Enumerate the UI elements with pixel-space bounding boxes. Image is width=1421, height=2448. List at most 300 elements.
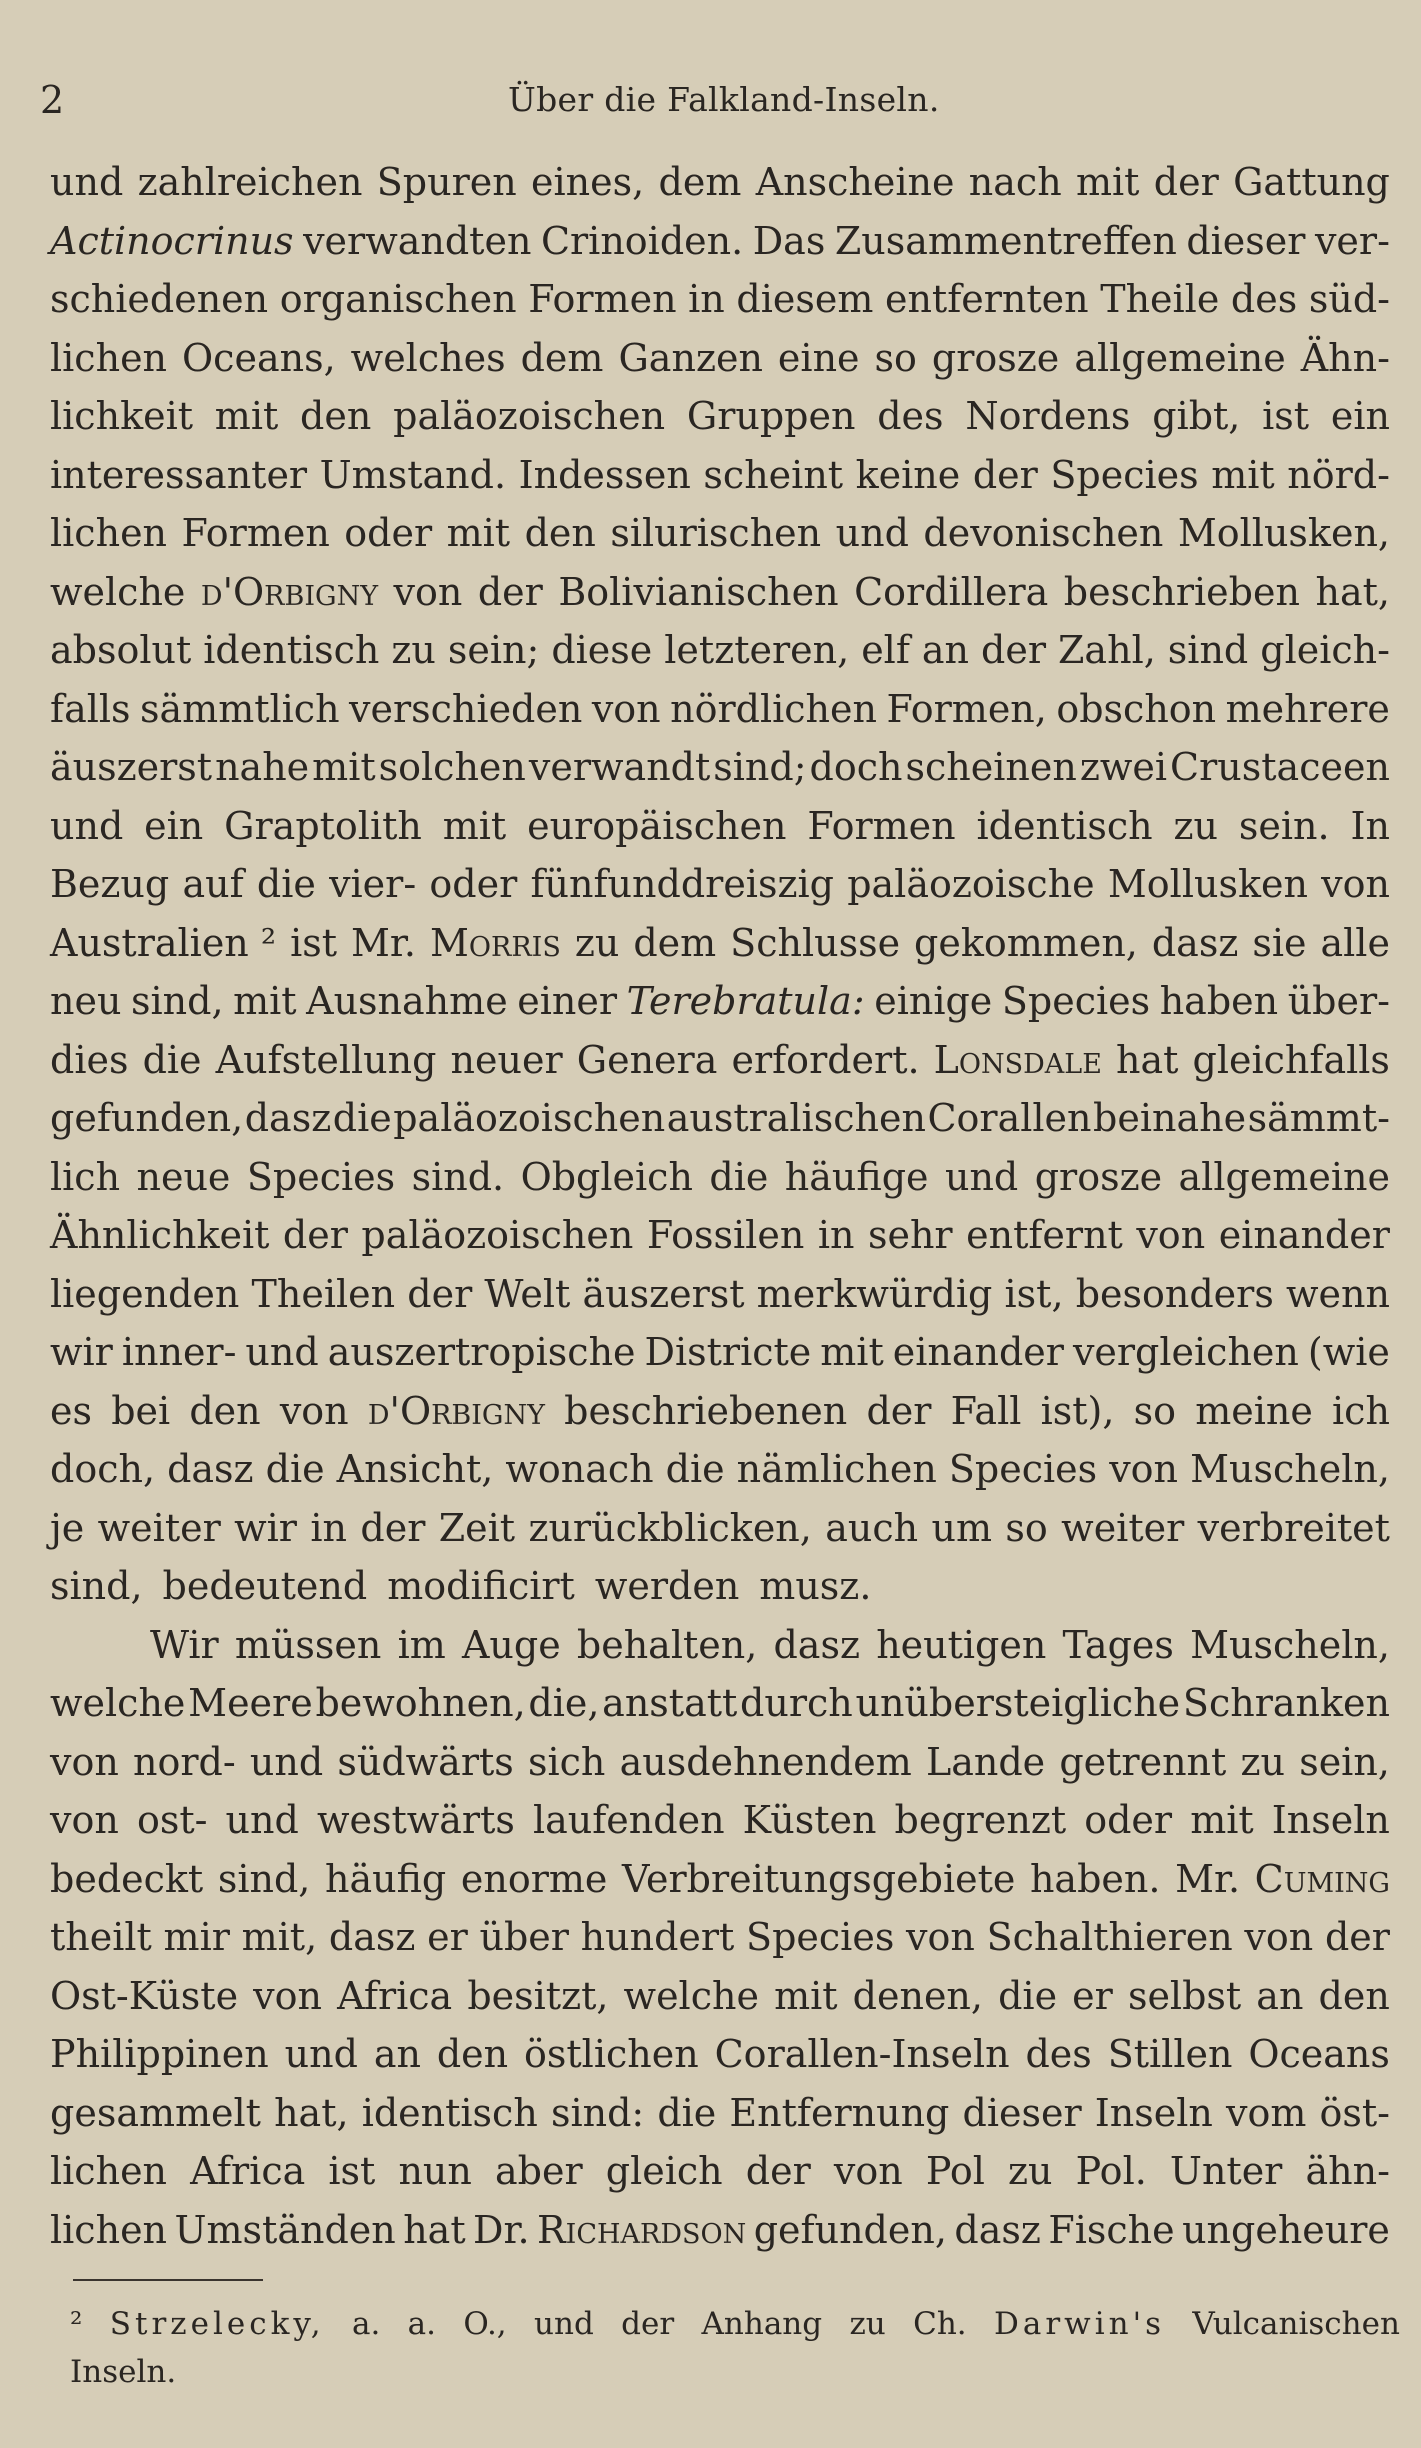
- word: scheint: [703, 452, 844, 497]
- author-name: d'Orbigny: [200, 569, 379, 614]
- word: Crustaceen: [1170, 745, 1390, 789]
- footnote-author: Darwin's: [994, 2306, 1166, 2342]
- word: neue: [136, 1154, 231, 1199]
- word: diese: [551, 628, 653, 672]
- text-line: [50, 511, 1390, 570]
- word: dem: [658, 160, 742, 204]
- word: Ähnlichkeit: [50, 1213, 270, 1257]
- word: Mollusken,: [1177, 511, 1390, 555]
- word: den: [1318, 1973, 1390, 2018]
- word: in: [817, 1213, 855, 1257]
- word: hat: [1116, 1037, 1179, 1082]
- word: Aufstellung: [215, 1037, 437, 1082]
- word: von: [1109, 1447, 1179, 1491]
- author-name: Richardson: [537, 2207, 747, 2252]
- word: welche: [50, 569, 186, 614]
- word: mit: [1075, 160, 1140, 204]
- word: dasz: [167, 1447, 254, 1491]
- word: oder: [1084, 1798, 1173, 1842]
- word: Zusammentreffen: [834, 218, 1177, 263]
- text-line: [50, 628, 1390, 687]
- word: allgemeine: [1074, 335, 1286, 380]
- word: Unter: [1169, 2149, 1283, 2193]
- word: sind: [1167, 628, 1249, 672]
- word: westwärts: [316, 1798, 515, 1842]
- footnote-line: [70, 2348, 1400, 2396]
- footnote-marker: ²: [70, 2306, 83, 2342]
- word: paläozoischen: [361, 1213, 634, 1257]
- word: sind:: [550, 2090, 645, 2135]
- word: identisch: [203, 628, 380, 672]
- word: durch: [740, 1681, 853, 1725]
- word: so: [1005, 1505, 1048, 1550]
- word: Species: [246, 1154, 396, 1199]
- word: der: [282, 1213, 348, 1257]
- word: ost-: [136, 1798, 208, 1842]
- word: Entfernung: [729, 2090, 950, 2135]
- word: Graptolith: [224, 803, 422, 848]
- word: zu: [1240, 1739, 1285, 1784]
- word: gefunden,: [50, 1096, 244, 1140]
- word: lich: [50, 1154, 121, 1199]
- word: dieser: [1186, 218, 1306, 263]
- word: beinahe: [1093, 1096, 1247, 1140]
- word: ist: [328, 2149, 376, 2193]
- word: der: [1153, 160, 1219, 204]
- word: den: [524, 511, 596, 555]
- word: einer: [517, 979, 618, 1023]
- word: merkwürdig: [756, 1271, 993, 1316]
- word: mit: [233, 979, 297, 1023]
- word: Crinoiden.: [540, 218, 744, 263]
- word: Mr.: [351, 920, 416, 965]
- word: Fische: [1048, 2207, 1175, 2252]
- word: paläozoische: [847, 862, 1095, 906]
- word: allgemeine: [1178, 1154, 1390, 1199]
- word: sind,: [217, 1856, 311, 1901]
- word: sind.: [411, 1154, 505, 1199]
- word: lichen: [50, 335, 168, 380]
- word: einander: [892, 1330, 1064, 1374]
- word: mit: [820, 1330, 884, 1374]
- word: verschieden: [349, 686, 583, 731]
- word: auszertropische: [327, 1330, 636, 1374]
- word: bewohnen,: [315, 1681, 526, 1725]
- word: Africa: [190, 2149, 306, 2193]
- word: süd-: [1308, 277, 1390, 321]
- word: Indessen: [518, 452, 691, 497]
- word: der: [745, 2149, 811, 2193]
- word: Schranken: [1182, 1681, 1390, 1725]
- word: Küsten: [742, 1798, 877, 1842]
- word: Theilen: [251, 1271, 396, 1316]
- word: lichen: [50, 2149, 168, 2193]
- word: neu: [50, 979, 122, 1023]
- word: werden: [594, 1564, 740, 1608]
- word: Gattung: [1233, 160, 1390, 204]
- word: dasz: [1151, 920, 1239, 965]
- word: keine: [855, 452, 961, 497]
- word: gekommen,: [914, 920, 1138, 965]
- word: diesem: [736, 277, 874, 321]
- word: letzteren,: [664, 628, 850, 672]
- word: aber: [495, 2149, 583, 2193]
- word: der: [360, 1505, 426, 1550]
- word: nach: [968, 160, 1062, 204]
- word: und: [835, 511, 909, 555]
- word: meine: [1195, 1388, 1313, 1433]
- word: von: [833, 2149, 903, 2193]
- word: nördlichen: [670, 686, 877, 731]
- text-line: [50, 453, 1390, 512]
- word: des: [1025, 2032, 1092, 2076]
- word: von: [393, 569, 463, 614]
- word: von: [50, 1739, 119, 1784]
- word: und: [50, 803, 124, 848]
- word: grosze: [1034, 1154, 1163, 1199]
- word: mit: [1190, 1798, 1254, 1842]
- word: zahlreichen: [137, 160, 363, 204]
- word: dasz: [328, 1915, 416, 1959]
- word: mit: [774, 1973, 838, 2018]
- word: getrennt: [1059, 1739, 1227, 1784]
- word: Gruppen: [686, 394, 856, 438]
- text-line: [50, 2149, 1390, 2208]
- word: nämlichen: [736, 1447, 937, 1491]
- text-line: [50, 1447, 1390, 1506]
- word: von: [1136, 1213, 1206, 1257]
- word: Schalthieren: [986, 1915, 1233, 1959]
- word: mit: [214, 394, 279, 438]
- word: ein: [1330, 394, 1390, 438]
- word: enorme: [460, 1856, 608, 1901]
- word: denen,: [852, 1973, 983, 2018]
- word: mit,: [241, 1915, 318, 1959]
- word: ist,: [1004, 1271, 1064, 1316]
- word: Oceans: [1248, 2032, 1390, 2076]
- word: scheinen: [905, 745, 1077, 789]
- word: Nordens: [965, 394, 1131, 438]
- word: Formen: [528, 277, 677, 321]
- word: O.,: [463, 2306, 507, 2342]
- word: zurückblicken,: [528, 1505, 812, 1550]
- word: fünfunddreiszig: [530, 862, 834, 906]
- author-name: Lonsdale: [933, 1037, 1102, 1082]
- word: unübersteigliche: [855, 1681, 1181, 1725]
- word: Corallen-Inseln: [714, 2032, 1010, 2076]
- word: so: [874, 335, 917, 380]
- word: Africa: [337, 1973, 453, 2018]
- word: inner-: [121, 1330, 237, 1374]
- word: zu: [1173, 803, 1219, 848]
- word: sein;: [447, 628, 540, 672]
- text-line: [50, 745, 1390, 804]
- word: Districte: [644, 1330, 812, 1374]
- word: der: [477, 569, 543, 614]
- body-text: [50, 160, 1390, 2266]
- word: Anscheine: [755, 160, 955, 204]
- word: Auge: [461, 1622, 561, 1667]
- word: gefunden,: [753, 2207, 947, 2252]
- word: Muscheln,: [1190, 1622, 1390, 1667]
- text-line: [50, 1096, 1390, 1155]
- text-line: [50, 336, 1390, 395]
- word: Fall: [950, 1388, 1022, 1433]
- word: der: [981, 628, 1047, 672]
- word: häufige: [784, 1154, 929, 1199]
- text-line: [50, 2208, 1390, 2267]
- word: interessanter: [50, 452, 308, 497]
- word: welche: [623, 1973, 759, 2018]
- word: nörd-: [1287, 452, 1390, 497]
- word: Species: [1050, 452, 1199, 497]
- genus-name: Terebratula:: [626, 979, 865, 1023]
- word: zu: [849, 2306, 886, 2342]
- word: so: [1133, 1388, 1176, 1433]
- word: Muscheln,: [1190, 1447, 1390, 1491]
- word: oder: [344, 511, 433, 555]
- word: er: [1072, 1973, 1113, 2018]
- word: dasz: [244, 1096, 332, 1140]
- word: Bolivianischen: [558, 569, 839, 614]
- word: die: [142, 1037, 202, 1082]
- word: es: [50, 1388, 92, 1433]
- word: dieser: [962, 2090, 1082, 2135]
- word: sämmtlich: [140, 686, 340, 731]
- word: des: [877, 394, 944, 438]
- word: einige: [874, 979, 993, 1023]
- word: gleichfalls: [1192, 1037, 1390, 1082]
- word: Mollusken: [1107, 862, 1308, 906]
- word: anstatt: [602, 1681, 738, 1725]
- word: wonach: [505, 1447, 654, 1491]
- word: dies: [50, 1037, 129, 1082]
- text-line: [50, 570, 1390, 629]
- word: besitzt,: [467, 1973, 609, 2018]
- word: haben: [1159, 979, 1279, 1023]
- word: identisch: [976, 803, 1153, 848]
- word: welches: [350, 335, 506, 380]
- word: erfordert.: [731, 1037, 920, 1082]
- word: zu: [1008, 2149, 1053, 2193]
- word: in: [688, 277, 725, 321]
- word-with-footnote-ref: Australien ²: [50, 920, 277, 965]
- word: dem: [633, 920, 717, 965]
- word: oder: [429, 862, 518, 906]
- word: Stillen: [1107, 2032, 1233, 2076]
- word: Ähn-: [1300, 335, 1390, 380]
- word: hat,: [274, 2090, 349, 2135]
- word: behalten,: [576, 1622, 758, 1667]
- word: und: [534, 2306, 594, 2342]
- word: Meere: [188, 1681, 313, 1725]
- word: an: [1256, 1973, 1304, 2018]
- word: Bezug: [50, 862, 170, 906]
- word: Species: [948, 1447, 1098, 1491]
- text-line: [50, 160, 1390, 219]
- author-name: d'Orbigny: [367, 1388, 545, 1433]
- word: sein.: [1238, 803, 1330, 848]
- word: mit: [446, 511, 511, 555]
- text-line: [50, 1681, 1390, 1740]
- word: heutigen: [876, 1622, 1047, 1667]
- word: doch: [809, 745, 903, 789]
- word: sind,: [50, 1564, 143, 1608]
- word: Umstand.: [319, 452, 507, 497]
- text-line: [50, 277, 1390, 336]
- text-line: [50, 2032, 1390, 2091]
- word: beschrieben: [1063, 569, 1300, 614]
- word: Ganzen: [618, 335, 763, 380]
- text-line: [50, 1330, 1390, 1389]
- word: elf: [861, 628, 910, 672]
- word: die: [256, 862, 316, 906]
- text-line: [50, 979, 1390, 1038]
- word: Inseln: [1094, 2090, 1213, 2135]
- word: Formen: [181, 511, 330, 555]
- word: östlichen: [524, 2032, 699, 2076]
- word: mir: [163, 1915, 230, 1959]
- word: Genera: [576, 1037, 718, 1082]
- word: die,: [528, 1681, 600, 1725]
- author-name: Morris: [429, 920, 561, 965]
- word: Lande: [925, 1739, 1046, 1784]
- text-line: [50, 1213, 1390, 1272]
- word: Welt: [484, 1271, 571, 1316]
- text-line: [50, 219, 1390, 278]
- word: lichen: [50, 511, 168, 555]
- text-line: [50, 394, 1390, 453]
- text-line: [50, 1272, 1390, 1331]
- word: verwandt: [528, 745, 711, 789]
- word: von: [279, 1388, 349, 1433]
- running-title: Über die Falkland-Inseln.: [508, 80, 940, 119]
- footnote-author: Strzelecky,: [109, 2306, 325, 2342]
- word: Ansicht,: [336, 1447, 494, 1491]
- word: Obgleich: [520, 1154, 693, 1199]
- word: ausdehnendem: [619, 1739, 912, 1784]
- word: öst-: [1319, 2090, 1390, 2135]
- word: Zahl,: [1058, 628, 1156, 672]
- word: zwei: [1079, 745, 1168, 789]
- word: solchen: [378, 745, 526, 789]
- word: Ausnahme: [306, 979, 508, 1023]
- word: paläozoischen: [393, 1096, 666, 1140]
- word: Inseln: [1271, 1798, 1390, 1842]
- word: europäischen: [527, 803, 787, 848]
- word: Corallen: [927, 1096, 1092, 1140]
- word: Species: [1001, 979, 1151, 1023]
- word: Vulcanischen: [1192, 2306, 1400, 2342]
- word: mehrere: [1225, 686, 1390, 731]
- word: organischen: [279, 277, 517, 321]
- word: je: [50, 1505, 85, 1550]
- word: wir: [50, 1330, 113, 1374]
- word: wir: [234, 1505, 297, 1550]
- word: die: [265, 1447, 325, 1491]
- word: und: [245, 1330, 319, 1374]
- word: ist: [290, 920, 338, 965]
- word: äuszerst: [582, 1271, 745, 1316]
- word: an: [921, 628, 970, 672]
- word: weiter: [97, 1505, 221, 1550]
- word: mit: [312, 745, 376, 789]
- word: bei: [111, 1388, 171, 1433]
- word: der: [972, 452, 1038, 497]
- word: von: [253, 1973, 322, 2018]
- word: Mr.: [1175, 1856, 1241, 1901]
- word: Formen,: [886, 686, 1047, 731]
- word: absolut: [50, 628, 192, 672]
- text-line: [50, 1155, 1390, 1214]
- word: ist: [1262, 394, 1310, 438]
- word: in: [310, 1505, 347, 1550]
- text-line: [50, 1857, 1390, 1916]
- word: und: [50, 160, 124, 204]
- word: devonischen: [923, 511, 1164, 555]
- word: verwandten: [303, 218, 532, 263]
- word: von: [906, 1915, 975, 1959]
- text-line: [50, 1389, 1390, 1448]
- word: die: [709, 1154, 769, 1199]
- word: sie: [1252, 920, 1307, 965]
- word: entfernt: [966, 1213, 1123, 1257]
- word: eines,: [531, 160, 645, 204]
- word: über: [479, 1915, 569, 1959]
- word: musz.: [759, 1564, 872, 1608]
- word: im: [397, 1622, 446, 1667]
- word: Cordillera: [854, 569, 1049, 614]
- word: haben.: [1029, 1856, 1161, 1901]
- word: nord-: [133, 1739, 236, 1784]
- word: Theile: [1100, 277, 1220, 321]
- word: selbst: [1127, 1973, 1242, 2018]
- text-line: [50, 1740, 1390, 1799]
- word: von: [1321, 862, 1390, 906]
- word: müssen: [234, 1622, 382, 1667]
- word: Verbreitungsgebiete: [622, 1856, 1016, 1901]
- word: über-: [1287, 979, 1390, 1023]
- word: die: [665, 1447, 725, 1491]
- text-line: [50, 2091, 1390, 2150]
- word: dasz: [954, 2207, 1041, 2252]
- text-line: [50, 921, 1390, 980]
- word: den: [189, 1388, 261, 1433]
- word: den: [436, 2032, 509, 2076]
- word: Inseln.: [70, 2354, 177, 2390]
- word: von: [50, 1798, 119, 1842]
- word: identisch: [361, 2090, 538, 2135]
- word: von: [1244, 1915, 1314, 1959]
- word: Fossilen: [646, 1213, 805, 1257]
- word: verbreitet: [1197, 1505, 1390, 1550]
- word: bedeutend: [162, 1564, 368, 1608]
- word: Zeit: [438, 1505, 516, 1550]
- word: der: [621, 2306, 675, 2342]
- text-line: [50, 1506, 1390, 1565]
- word: sich: [527, 1739, 606, 1784]
- word: falls: [50, 686, 131, 731]
- word: Ch.: [913, 2306, 967, 2342]
- word: beschriebenen: [564, 1388, 848, 1433]
- word: den: [300, 394, 372, 438]
- word: sein,: [1299, 1739, 1390, 1784]
- word: sind,: [131, 979, 224, 1023]
- word: begrenzt: [894, 1798, 1067, 1842]
- word: auch: [825, 1505, 919, 1550]
- footnote-divider: [73, 2279, 263, 2281]
- word: Spuren: [376, 160, 517, 204]
